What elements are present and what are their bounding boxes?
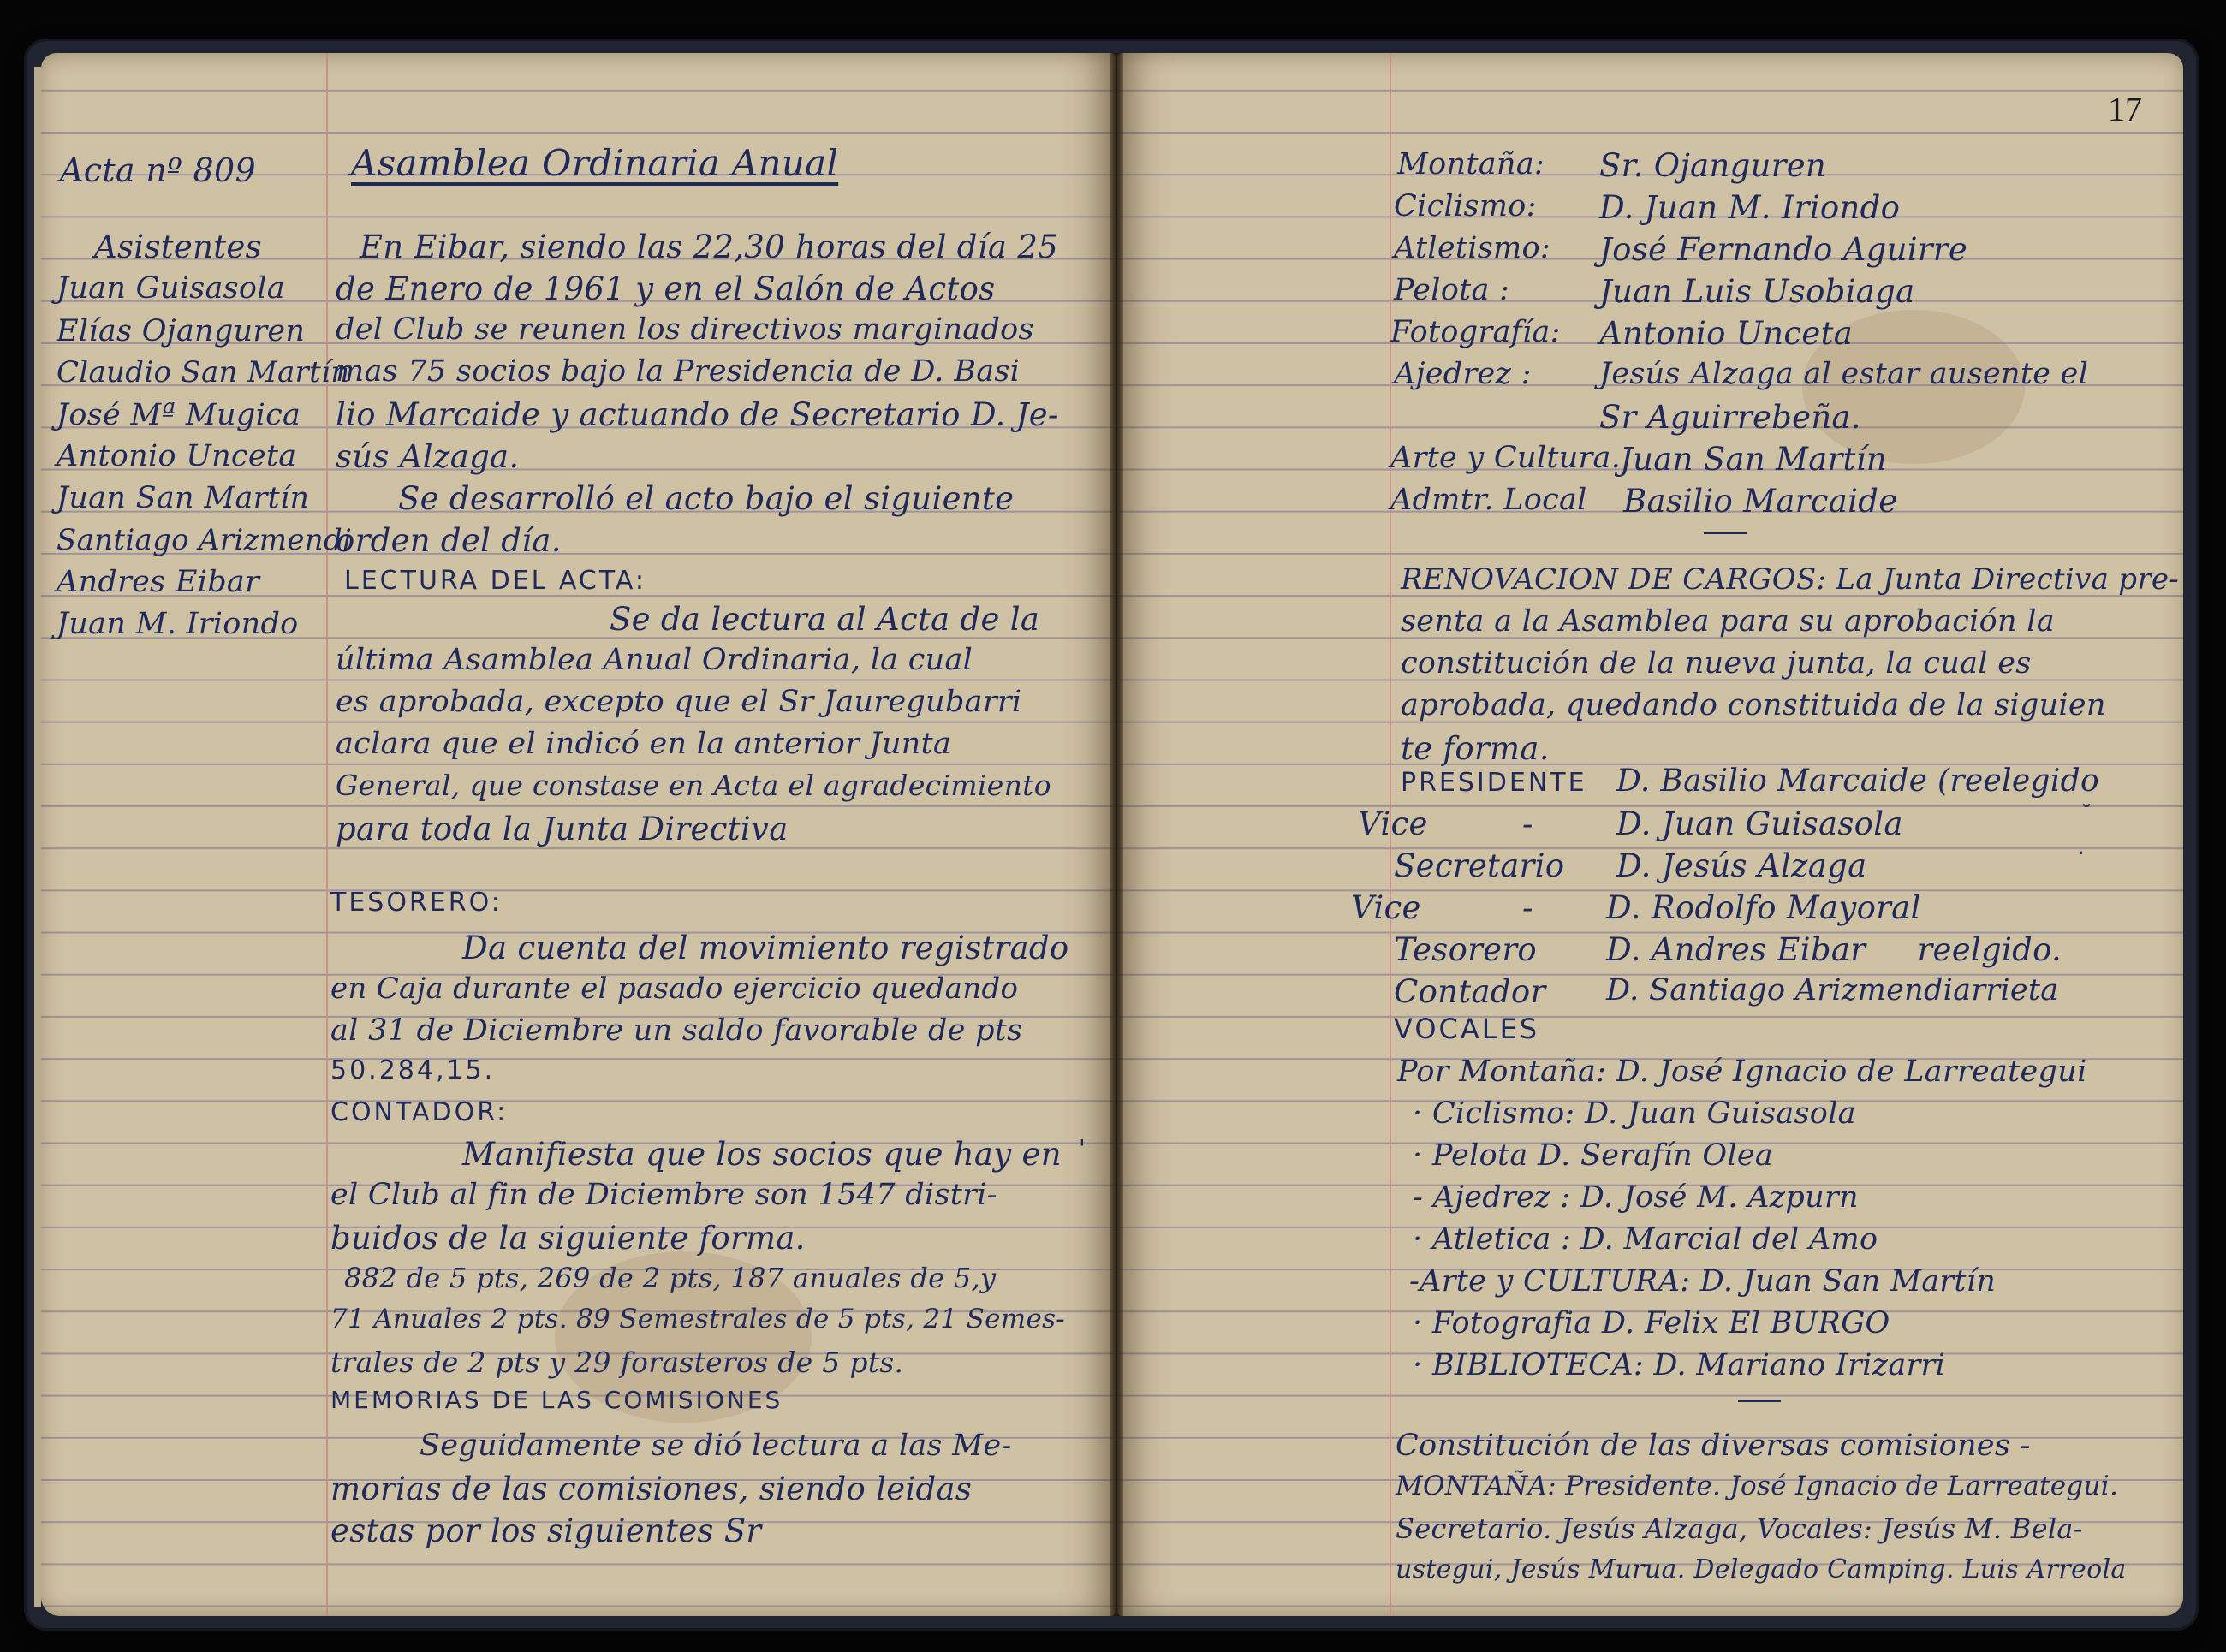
attendee: Santiago Arizmendi: [57, 523, 353, 557]
section-heading: MEMORIAS DE LAS COMISIONES: [330, 1386, 783, 1414]
intro-line: Se desarrolló el acto bajo el siguiente: [398, 480, 1015, 517]
commission-label: Ciclismo:: [1394, 189, 1537, 223]
lectura-line: General, que constase en Acta el agradecimiento: [336, 769, 1051, 802]
attendee: Juan San Martín: [57, 481, 310, 515]
attendee: Claudio San Martín: [57, 355, 350, 389]
stray-mark: ': [1079, 1134, 1086, 1162]
page-number: 17: [2108, 90, 2142, 128]
commission-value: Juan Luis Usobiaga: [1599, 273, 1915, 310]
attendee: Andres Eibar: [57, 565, 260, 599]
page-edge-left: [34, 67, 41, 1607]
constitucion-line: MONTAÑA: Presidente. José Ignacio de Larreategui.: [1396, 1471, 2119, 1501]
contador-line: 882 de 5 pts, 269 de 2 pts, 187 anuales de 5,y: [344, 1262, 997, 1294]
contador-line: trales de 2 pts y 29 forasteros de 5 pts.: [330, 1346, 904, 1379]
junta-name: D. Santiago Arizmendiarrieta: [1606, 973, 2059, 1007]
attendee: Juan M. Iriondo: [57, 607, 299, 641]
section-divider: [1704, 532, 1747, 534]
junta-role: -: [1522, 805, 1533, 842]
lectura-line: última Asamblea Anual Ordinaria, la cual: [336, 643, 973, 677]
commission-label: Atletismo:: [1394, 231, 1550, 265]
memorias-line: estas por los siguientes Sr: [330, 1512, 762, 1549]
lectura-line: es aprobada, excepto que el Sr Jauregubarri: [336, 685, 1022, 719]
intro-line: sús Alzaga.: [336, 438, 520, 475]
attendee: José Mª Mugica: [57, 398, 301, 432]
intro-line: mas 75 socios bajo la Presidencia de D. Basi: [336, 354, 1021, 389]
commission-label: Montaña:: [1397, 147, 1545, 181]
commission-label: Pelota :: [1394, 273, 1510, 307]
margin-line: [326, 53, 328, 1616]
attendee: Elías Ojanguren: [57, 314, 306, 348]
contador-line: 71 Anuales 2 pts. 89 Semestrales de 5 pts, 21 Semes-: [330, 1304, 1066, 1334]
junta-name: D. Juan Guisasola: [1616, 805, 1903, 842]
commission-value: Sr Aguirrebeña.: [1599, 399, 1861, 436]
intro-line: En Eibar, siendo las 22,30 horas del día 25: [360, 229, 1059, 265]
lectura-line: Se da lectura al Acta de la: [610, 601, 1040, 638]
contador-line: buidos de la siguiente forma.: [330, 1220, 806, 1257]
vocal-line: · BIBLIOTECA: D. Mariano Irizarri: [1413, 1348, 1946, 1382]
lectura-line: aclara que el indicó en la anterior Junta: [336, 727, 952, 761]
commission-value: Antonio Unceta: [1599, 315, 1854, 352]
vocal-line: Por Montaña: D. José Ignacio de Larreategui: [1397, 1055, 2087, 1089]
intro-line: orden del día.: [336, 522, 562, 559]
tesorero-line: Da cuenta del movimiento registrado: [462, 930, 1069, 966]
commission-label: Admtr. Local: [1390, 483, 1587, 517]
tesorero-line: en Caja durante el pasado ejercicio quedando: [330, 972, 1019, 1006]
intro-line: lio Marcaide y actuando de Secretario D. Je-: [336, 396, 1059, 433]
vocal-line: -Arte y CULTURA: D. Juan San Martín: [1409, 1264, 1997, 1298]
renovacion-line: aprobada, quedando constituida de la siguien: [1401, 688, 2106, 722]
constitucion-line: Secretario. Jesús Alzaga, Vocales: Jesús M. Bela-: [1396, 1512, 2083, 1545]
renovacion-line: senta a la Asamblea para su aprobación la: [1401, 604, 2055, 639]
commission-label: Arte y Cultura.: [1390, 441, 1622, 475]
minutes-title: Asamblea Ordinaria Anual: [351, 142, 839, 184]
vocales-heading: VOCALES: [1394, 1013, 1540, 1045]
attendee: Antonio Unceta: [57, 439, 297, 473]
commission-value: Juan San Martín: [1620, 441, 1887, 478]
balance-amount: 50.284,15.: [330, 1055, 496, 1085]
lectura-line: para toda la Junta Directiva: [336, 811, 789, 847]
renovacion-line: constitución de la nueva junta, la cual es: [1401, 646, 2032, 680]
vocal-line: · Fotografia D. Felix El BURGO: [1413, 1306, 1890, 1340]
vocal-line: - Ajedrez : D. José M. Azpurn: [1413, 1180, 1859, 1215]
junta-role: Contador: [1394, 973, 1546, 1010]
acta-number: Acta nº 809: [60, 152, 256, 189]
junta-prefix: Vice: [1358, 805, 1428, 842]
vocal-line: · Ciclismo: D. Juan Guisasola: [1413, 1096, 1856, 1131]
commission-label: Fotografía:: [1390, 315, 1561, 349]
intro-line: de Enero de 1961 y en el Salón de Actos: [336, 270, 996, 307]
book-gutter: [1110, 53, 1123, 1616]
contador-line: el Club al fin de Diciembre son 1547 distri-: [330, 1178, 997, 1212]
renovacion-line: RENOVACION DE CARGOS: La Junta Directiva pre-: [1401, 562, 2180, 597]
commission-label: Ajedrez :: [1394, 357, 1532, 391]
stray-mark: ·: [2077, 839, 2085, 867]
memorias-line: morias de las comisiones, siendo leidas: [330, 1471, 973, 1507]
attendee: Juan Guisasola: [57, 271, 285, 306]
junta-role: -: [1522, 889, 1533, 926]
constitucion-line: ustegui, Jesús Murua. Delegado Camping. Luis Arreola: [1396, 1554, 2127, 1584]
junta-name: D. Jesús Alzaga: [1616, 847, 1867, 884]
section-heading: CONTADOR:: [330, 1097, 509, 1127]
junta-prefix: Vice: [1351, 889, 1421, 926]
vocal-line: · Atletica : D. Marcial del Amo: [1413, 1222, 1878, 1257]
commission-value: Sr. Ojanguren: [1599, 147, 1827, 184]
commission-value: Jesús Alzaga al estar ausente el: [1599, 357, 2089, 391]
intro-line: del Club se reunen los directivos marginados: [336, 312, 1034, 347]
tesorero-line: al 31 de Diciembre un saldo favorable de pts: [330, 1013, 1023, 1048]
commission-value: D. Juan M. Iriondo: [1599, 189, 1901, 226]
stray-mark: ˘: [2080, 800, 2092, 829]
memorias-line: Seguidamente se dió lectura a las Me-: [420, 1429, 1012, 1463]
renovacion-line: te forma.: [1401, 730, 1550, 767]
section-heading: LECTURA DEL ACTA:: [344, 566, 646, 596]
junta-name: D. Andres Eibar reelgido.: [1606, 931, 2062, 968]
commission-value: José Fernando Aguirre: [1599, 231, 1968, 268]
commission-value: Basilio Marcaide: [1623, 483, 1898, 520]
section-heading: TESORERO:: [330, 888, 503, 918]
junta-role: Tesorero: [1394, 931, 1537, 968]
constitucion-line: Constitución de las diversas comisiones -: [1396, 1429, 2031, 1463]
section-divider: [1738, 1400, 1781, 1402]
junta-name: D. Rodolfo Mayoral: [1606, 889, 1921, 926]
junta-name: D. Basilio Marcaide (reelegido: [1616, 764, 2099, 799]
junta-role: PRESIDENTE: [1401, 768, 1587, 798]
contador-line: Manifiesta que los socios que hay en: [462, 1136, 1062, 1173]
attendees-heading: Asistentes: [94, 229, 262, 265]
junta-role: Secretario: [1394, 847, 1565, 884]
vocal-line: · Pelota D. Serafín Olea: [1413, 1138, 1774, 1173]
